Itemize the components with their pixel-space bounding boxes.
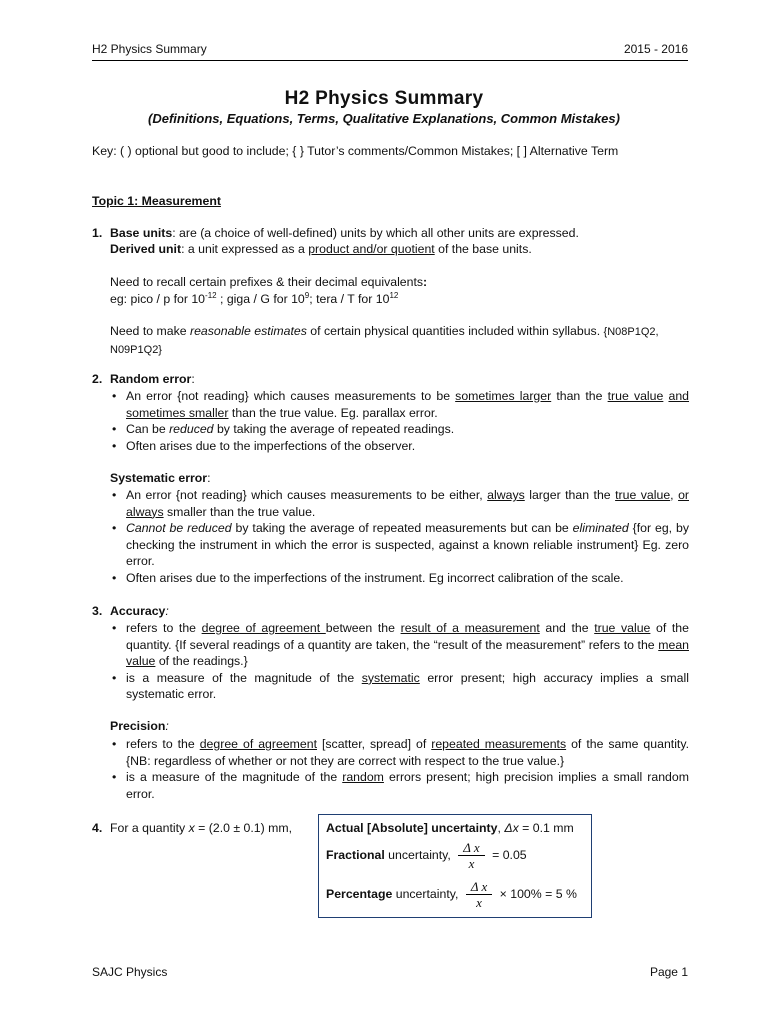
bold-term: Actual [Absolute] uncertainty bbox=[326, 821, 498, 835]
footer-right: Page 1 bbox=[649, 965, 688, 979]
random-error-list bbox=[110, 388, 689, 454]
bold-term: Fractional bbox=[326, 847, 385, 862]
text: {for eg, by checking the instrument in which the error is suspected, against a known reliable instrument} Eg. zero error. bbox=[126, 521, 689, 569]
text: is a measure of the magnitude of the bbox=[126, 670, 362, 685]
underline-text: mean value bbox=[126, 637, 689, 669]
text: than the bbox=[551, 389, 608, 403]
section-number: 1. bbox=[92, 226, 103, 240]
underline-text: random bbox=[342, 770, 384, 785]
fraction-denominator: x bbox=[476, 895, 482, 910]
estimates-ref-2: N09P1Q2} bbox=[110, 343, 162, 356]
underline-text: repeated measurements bbox=[431, 737, 567, 751]
text: , bbox=[497, 821, 505, 835]
percentage-uncertainty bbox=[326, 879, 577, 910]
underline-text: and sometimes smaller bbox=[126, 389, 690, 420]
eg-giga: ; giga / G for 10 bbox=[216, 292, 305, 306]
colon: : bbox=[165, 719, 169, 733]
section-1 bbox=[92, 225, 689, 355]
list-item bbox=[110, 769, 689, 802]
italic-text: Cannot be reduced bbox=[126, 521, 232, 536]
italic-text: eliminated bbox=[572, 521, 629, 536]
header-right: 2015 - 2016 bbox=[623, 42, 688, 56]
list-item bbox=[110, 736, 689, 769]
accuracy-heading bbox=[110, 603, 689, 620]
underline-text: systematic bbox=[361, 670, 420, 685]
text: than the true value. Eg. parallax error. bbox=[228, 405, 438, 420]
page-header bbox=[92, 42, 688, 61]
accuracy-title: Accuracy bbox=[110, 604, 166, 618]
derived-unit-def-end: of the base units. bbox=[434, 242, 532, 256]
underline-text: always bbox=[487, 488, 525, 502]
text: of the quantity. {If several readings of a quantity are taken, the “result of the measurement” refers to the bbox=[126, 621, 689, 652]
fraction-denominator: x bbox=[468, 856, 475, 871]
section-number: 2. bbox=[92, 372, 103, 386]
derived-unit-underline: product and/or quotient bbox=[308, 242, 435, 256]
derived-unit-term: Derived unit bbox=[110, 242, 182, 256]
estimates-line bbox=[110, 323, 689, 358]
prefix-text: Need to recall certain prefixes & their decimal equivalents bbox=[110, 275, 424, 289]
eg-pico-exp: -12 bbox=[205, 290, 217, 300]
list-item bbox=[110, 620, 689, 670]
base-units-term: Base units bbox=[110, 226, 173, 240]
prefix-line bbox=[110, 274, 689, 291]
estimates-text: Need to make bbox=[110, 324, 190, 338]
estimates-ref-1: {N08P1Q2, bbox=[603, 326, 659, 338]
document-subtitle: (Definitions, Equations, Terms, Qualitative Explanations, Common Mistakes) bbox=[148, 111, 620, 126]
eg-giga-exp: 9 bbox=[304, 290, 310, 300]
underline-text: true value bbox=[594, 621, 651, 635]
value: × 100% = 5 % bbox=[499, 886, 577, 901]
fraction-numerator: Δ x bbox=[458, 840, 484, 856]
estimates-text-end: of certain physical quantities included within syllabus. bbox=[306, 324, 604, 338]
section-number: 4. bbox=[92, 821, 103, 835]
base-units-def: : are (a choice of well-defined) units by which all other units are expressed. bbox=[172, 226, 579, 240]
text: and the bbox=[539, 621, 595, 635]
precision-title: Precision bbox=[110, 719, 166, 733]
colon: : bbox=[207, 471, 211, 485]
underline-text: true value bbox=[607, 389, 664, 403]
precision-heading bbox=[110, 718, 689, 735]
delta-symbol: Δ bbox=[504, 821, 513, 835]
prefix-examples bbox=[110, 291, 689, 308]
text: is a measure of the magnitude of the bbox=[126, 770, 343, 785]
text: Often arises due to the imperfections of the observer. bbox=[126, 438, 416, 453]
underline-text: sometimes larger bbox=[455, 389, 552, 403]
footer-left: SAJC Physics bbox=[92, 965, 168, 979]
fraction bbox=[458, 840, 484, 871]
text: , bbox=[670, 488, 679, 502]
key-line: Key: ( ) optional but good to include; { } Tutor’s comments/Common Mistakes; [ ] Alternative Term bbox=[92, 144, 619, 158]
colon: : bbox=[191, 372, 195, 386]
bold-term: Percentage bbox=[326, 886, 393, 901]
text: by taking the average of repeated measurements but can be bbox=[231, 521, 573, 536]
section-3 bbox=[92, 603, 689, 803]
text: refers to the bbox=[126, 737, 200, 751]
base-units-line bbox=[110, 225, 689, 242]
text: = 0.1 mm bbox=[518, 821, 574, 835]
systematic-error-list bbox=[110, 487, 689, 587]
systematic-error-title: Systematic error bbox=[110, 471, 208, 485]
underline-text: true value bbox=[615, 488, 671, 502]
colon: : bbox=[165, 604, 169, 618]
text: = (2.0 ± 0.1) mm, bbox=[194, 821, 293, 835]
text: errors present; high precision implies a small random error. bbox=[126, 770, 689, 801]
variable-x: x bbox=[188, 821, 195, 835]
fractional-uncertainty bbox=[326, 840, 527, 871]
list-item bbox=[110, 520, 689, 570]
italic-text: reduced bbox=[169, 422, 214, 437]
estimates-italic: reasonable estimates bbox=[189, 324, 307, 338]
text: between the bbox=[325, 621, 401, 635]
eg-tera-exp: 12 bbox=[389, 290, 399, 300]
text: smaller than the true value. bbox=[163, 504, 316, 519]
accuracy-list bbox=[110, 620, 689, 703]
list-item bbox=[110, 570, 689, 587]
fraction-numerator: Δ x bbox=[466, 879, 492, 895]
prefix-colon: : bbox=[423, 275, 428, 289]
text: uncertainty, bbox=[384, 847, 451, 862]
text: An error {not reading} which causes measurements to be either, bbox=[126, 488, 488, 502]
list-item bbox=[110, 438, 689, 455]
random-error-heading bbox=[110, 371, 689, 388]
absolute-uncertainty bbox=[326, 821, 574, 835]
underline-text: result of a measurement bbox=[400, 621, 540, 635]
derived-unit-line bbox=[110, 241, 689, 258]
text: [scatter, spread] of bbox=[317, 737, 432, 751]
value: = 0.05 bbox=[492, 847, 527, 862]
page-footer bbox=[92, 965, 688, 979]
text: Often arises due to the imperfections of the instrument. Eg incorrect calibration of the scale. bbox=[126, 570, 624, 585]
topic-heading: Topic 1: Measurement bbox=[92, 194, 221, 208]
text: of the readings.} bbox=[155, 654, 248, 669]
list-item bbox=[110, 670, 689, 703]
eg-tera: ; tera / T for 10 bbox=[309, 292, 390, 306]
fraction bbox=[466, 879, 492, 910]
text: larger than the bbox=[524, 488, 616, 502]
text: error present; high accuracy implies a small systematic error. bbox=[126, 670, 689, 702]
underline-text: or always bbox=[126, 488, 689, 519]
list-item bbox=[110, 421, 689, 438]
precision-list bbox=[110, 736, 689, 802]
systematic-error-heading bbox=[110, 470, 689, 487]
header-left: H2 Physics Summary bbox=[92, 42, 207, 56]
text: of the same quantity. {NB: regardless of whether or not they are correct with respect to the true value.} bbox=[126, 737, 689, 768]
text: An error {not reading} which causes measurements to be bbox=[126, 389, 456, 403]
underline-text: degree of agreement bbox=[199, 737, 318, 751]
text: refers to the bbox=[126, 621, 202, 635]
list-item bbox=[110, 388, 689, 421]
uncertainty-box bbox=[318, 814, 592, 918]
text: by taking the average of repeated readings. bbox=[213, 422, 455, 437]
derived-unit-def: : a unit expressed as a bbox=[181, 242, 309, 256]
section-2 bbox=[92, 371, 689, 593]
eg-pico: eg: pico / p for 10 bbox=[110, 292, 206, 306]
random-error-title: Random error bbox=[110, 372, 192, 386]
variable-x: x bbox=[512, 821, 519, 835]
document-title: H2 Physics Summary bbox=[284, 88, 484, 109]
text: uncertainty, bbox=[392, 886, 459, 901]
list-item bbox=[110, 487, 689, 520]
text: Can be bbox=[126, 422, 170, 437]
text: For a quantity bbox=[110, 821, 189, 835]
underline-text: degree of agreement bbox=[201, 621, 326, 635]
section-number: 3. bbox=[92, 604, 103, 618]
